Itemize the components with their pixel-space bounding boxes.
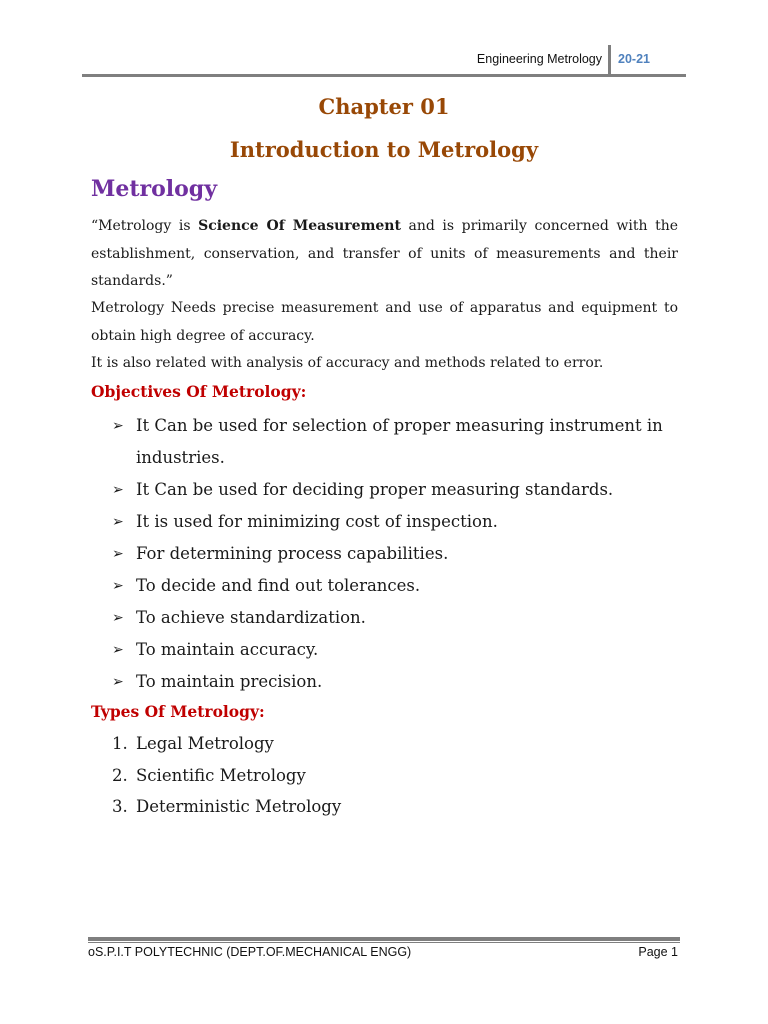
arrow-bullet-icon: ➢ (112, 642, 124, 658)
definition-paragraph (91, 213, 678, 296)
arrow-bullet-icon: ➢ (112, 546, 124, 562)
list-item (112, 506, 680, 538)
arrow-bullet-icon: ➢ (112, 482, 124, 498)
footer-rule (88, 937, 680, 941)
list-item-text: It is used for minimizing cost of inspection. (136, 512, 498, 531)
list-item-text: Scientific Metrology (136, 765, 306, 785)
list-item (112, 728, 672, 760)
arrow-bullet-icon: ➢ (112, 674, 124, 690)
list-item-text: For determining process capabilities. (136, 544, 449, 563)
section-heading: Metrology (91, 176, 217, 202)
list-item (112, 538, 680, 570)
types-heading: Types Of Metrology: (91, 702, 265, 721)
list-number: 1. (112, 734, 128, 753)
header-title: Engineering Metrology (476, 52, 602, 66)
arrow-bullet-icon: ➢ (112, 578, 124, 594)
list-item (112, 791, 672, 823)
list-item-text: To maintain precision. (136, 672, 323, 691)
chapter-title: Introduction to Metrology (229, 137, 539, 162)
definition-bold: Science Of Measurement (198, 218, 401, 234)
list-item (112, 410, 680, 474)
list-item-text: To maintain accuracy. (136, 640, 319, 659)
arrow-bullet-icon: ➢ (112, 610, 124, 626)
definition-end: and is primarily concerned with the establishment, conservation, and transfer of units of measurements and their standards.” (91, 218, 678, 289)
objectives-heading: Objectives Of Metrology: (91, 382, 307, 401)
list-item (112, 760, 672, 792)
footer-institution: oS.P.I.T POLYTECHNIC (DEPT.OF.MECHANICAL ENGG) (88, 945, 412, 959)
definition-start: “Metrology is (91, 218, 199, 234)
list-item (112, 634, 680, 666)
list-item-text: Deterministic Metrology (136, 797, 342, 816)
list-item (112, 570, 680, 602)
paragraph-precision: Metrology Needs precise measurement and use of apparatus and equipment to obtain high degree of accuracy. (91, 300, 678, 344)
list-item-text: It Can be used for deciding proper measuring standards. (136, 480, 614, 499)
list-item (112, 666, 680, 698)
arrow-bullet-icon: ➢ (112, 514, 124, 530)
footer-rule-thin (88, 942, 680, 943)
objectives-list (112, 410, 680, 698)
header-year: 20-21 (618, 52, 650, 66)
header-rule (82, 74, 686, 77)
list-item (112, 474, 680, 506)
types-list (112, 728, 672, 823)
header-separator (608, 45, 611, 75)
list-item-text: Legal Metrology (136, 734, 274, 753)
list-item-text: It Can be used for selection of proper measuring instrument in industries. (136, 416, 663, 467)
list-number: 2. (112, 765, 128, 785)
list-item (112, 602, 680, 634)
page-number: Page 1 (638, 945, 678, 959)
list-number: 3. (112, 797, 128, 816)
arrow-bullet-icon: ➢ (112, 418, 124, 434)
chapter-number: Chapter 01 (318, 94, 450, 119)
paragraph-accuracy: It is also related with analysis of accuracy and methods related to error. (91, 355, 604, 371)
list-item-text: To achieve standardization. (136, 608, 366, 627)
list-item-text: To decide and find out tolerances. (136, 576, 421, 595)
